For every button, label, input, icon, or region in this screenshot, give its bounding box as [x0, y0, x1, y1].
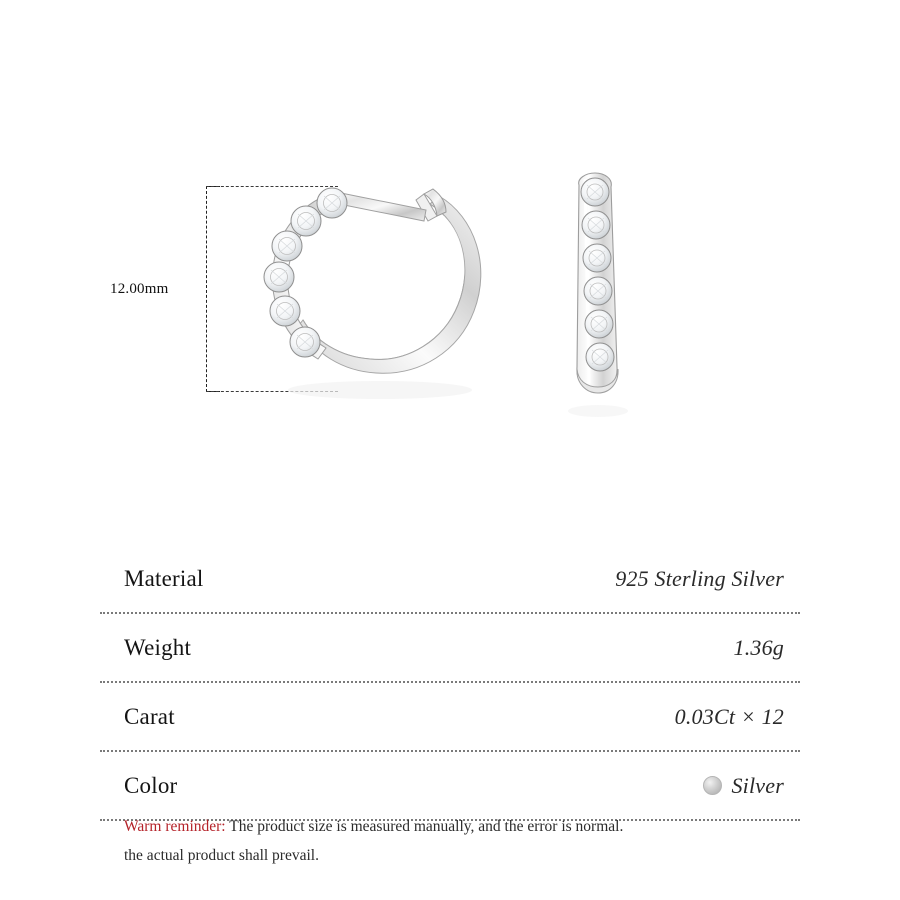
specification-table [100, 545, 800, 821]
color-swatch-icon [703, 776, 722, 795]
spec-value-carat-text: 0.03Ct × 12 [674, 703, 784, 729]
spec-label-color: Color [124, 772, 178, 798]
hoop-earring-front-view [240, 165, 510, 420]
table-row [100, 683, 800, 752]
warm-reminder-text-1: The product size is measured manually, and the error is normal. [225, 818, 624, 835]
spec-value-color-text: Silver [731, 772, 784, 798]
spec-value-weight-text: 1.36g [733, 634, 784, 660]
spec-value-weight [734, 635, 801, 661]
spec-value-carat [675, 704, 800, 730]
spec-label-weight: Weight [124, 634, 192, 660]
spec-value-color [703, 773, 800, 799]
table-row [100, 614, 800, 683]
table-row [100, 752, 800, 821]
spec-label-carat: Carat [124, 703, 175, 729]
dimension-bracket-line [206, 186, 207, 392]
spec-label-material: Material [124, 565, 204, 591]
dimension-bracket [206, 186, 220, 392]
warm-reminder [124, 812, 824, 870]
warm-reminder-line-2: the actual product shall prevail. [124, 847, 319, 864]
dimension-label: 12.00mm [110, 281, 169, 297]
spec-value-material [615, 566, 800, 592]
spec-value-material-text: 925 Sterling Silver [615, 565, 784, 591]
hoop-earring-side-view [545, 155, 685, 450]
table-row [100, 545, 800, 614]
warm-reminder-prefix: Warm reminder: [124, 818, 226, 835]
warm-reminder-line-1 [124, 812, 824, 841]
